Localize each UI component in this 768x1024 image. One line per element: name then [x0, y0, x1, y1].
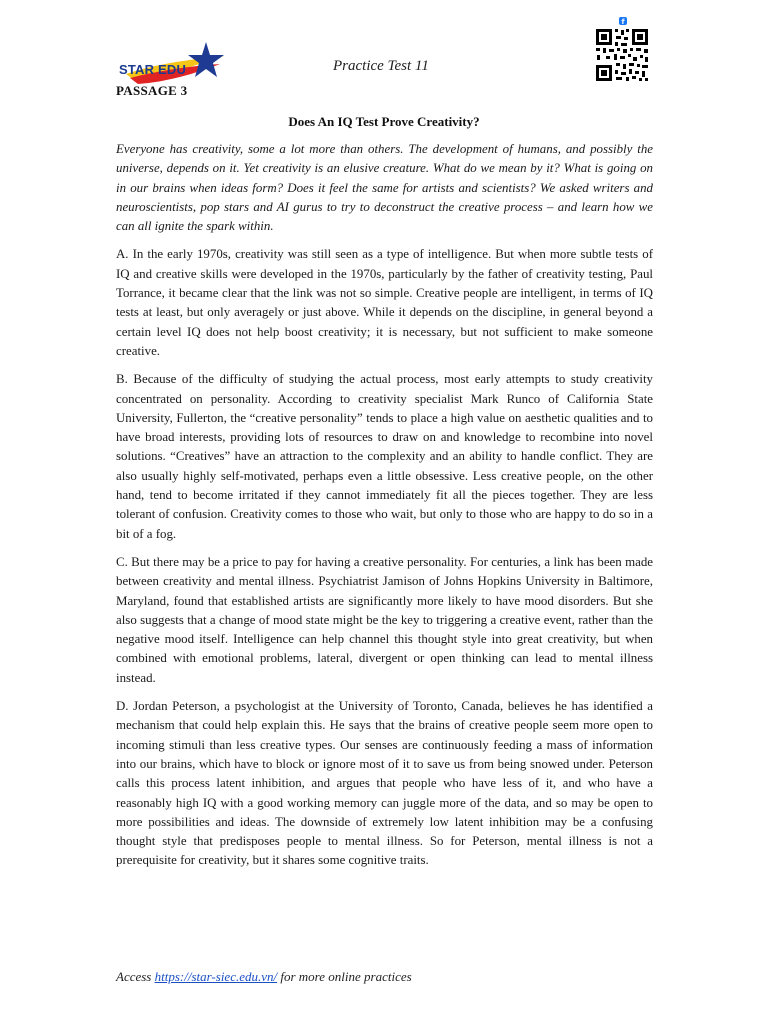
- passage-label: PASSAGE 3: [116, 83, 188, 98]
- intro-paragraph: Everyone has creativity, some a lot more than others. The development of humans, and possibly the universe, depends on it. Yet creativity is an elusive creature. What do we mean by it? What is going on in our brains when ideas form? Does it feel the same for artists and scientists? We asked writers and neuroscientists, pop stars and AI gurus to try to deconstruct the creative process – and learn how we can all ignite the spark within.: [116, 142, 653, 234]
- paragraph-c: C. But there may be a price to pay for having a creative personality. For centuries, a link has been made between creativity and mental illness. Psychiatrist Jamison of Johns Hopkins University in Baltimore, Maryland, found that established artists are significantly more likely to have mood disorders. But she also suggests that a change of mood state might be the key to triggering a creative event, rather than the negative mood itself. Intelligence can help channel this thought style into great creativity, but when combined with emotional problems, lateral, divergent or open thinking can lead to mental illness instead.: [116, 554, 653, 685]
- document-title: Does An IQ Test Prove Creativity?: [288, 114, 480, 129]
- footer-prefix: Access: [116, 969, 155, 984]
- logo-text: STAR EDU: [119, 62, 187, 77]
- paragraph-b: B. Because of the difficulty of studying the actual process, most early attempts to study creativity concentrated on personality. According to creativity specialist Mark Runco of California State University, Fullerton, the “creative personality” tends to place a high value on aesthetic qualities and to have broad interests, providing lots of resources to draw on and knowledge to recombine into novel solutions. “Creatives” have an attraction to the complexity and an ability to handle conflict. They are also usually highly self-motivated, perhaps even a little obsessive. Less creative people, on the other hand, tend to become irritated if they cannot immediately fit all the pieces together. They are less tolerant of confusion. Creativity comes to those who wait, but only to those who are happy to do so in a bit of a fog.: [116, 372, 653, 541]
- qr-code-icon: [594, 17, 652, 83]
- qr-code[interactable]: [594, 17, 652, 83]
- footer-suffix: for more online practices: [277, 969, 412, 984]
- svg-text:f: f: [621, 18, 625, 26]
- paragraph-d: D. Jordan Peterson, a psychologist at the University of Toronto, Canada, believes he has identified a mechanism that could help explain this. He says that the brains of creative people seem more open to incoming stimuli than less creative types. Our senses are continuously feeding a mass of information into our brains, which have to block or ignore most of it to save us from being snowed under. Peterson calls this process latent inhibition, and argues that people who have less of it, and who have a reasonably high IQ with a good working memory can juggle more of the data, and so may be open to more possibilities and ideas. The downside of extremely low latent inhibition may be a confusing thought style that predisposes people to mental illness. So for Peterson, mental illness is not a prerequisite for creativity, but it shares some cognitive traits.: [116, 699, 653, 868]
- website-link[interactable]: https://star-siec.edu.vn/: [154, 969, 278, 984]
- paragraph-a: A. In the early 1970s, creativity was still seen as a type of intelligence. But when more subtle tests of IQ and creative skills were developed in the 1970s, particularly by the father of creativity testing, Paul Torrance, it became clear that the link was not so simple. Creative people are intelligent, in terms of IQ tests at least, but only averagely or just above. While it depends on the discipline, in general beyond a certain level IQ does not help boost creativity; it is necessary, but not sufficient to make someone creative.: [116, 247, 653, 358]
- practice-test-title: Practice Test 11: [333, 58, 429, 74]
- footer-note: [116, 969, 412, 985]
- passage-body: [116, 140, 653, 880]
